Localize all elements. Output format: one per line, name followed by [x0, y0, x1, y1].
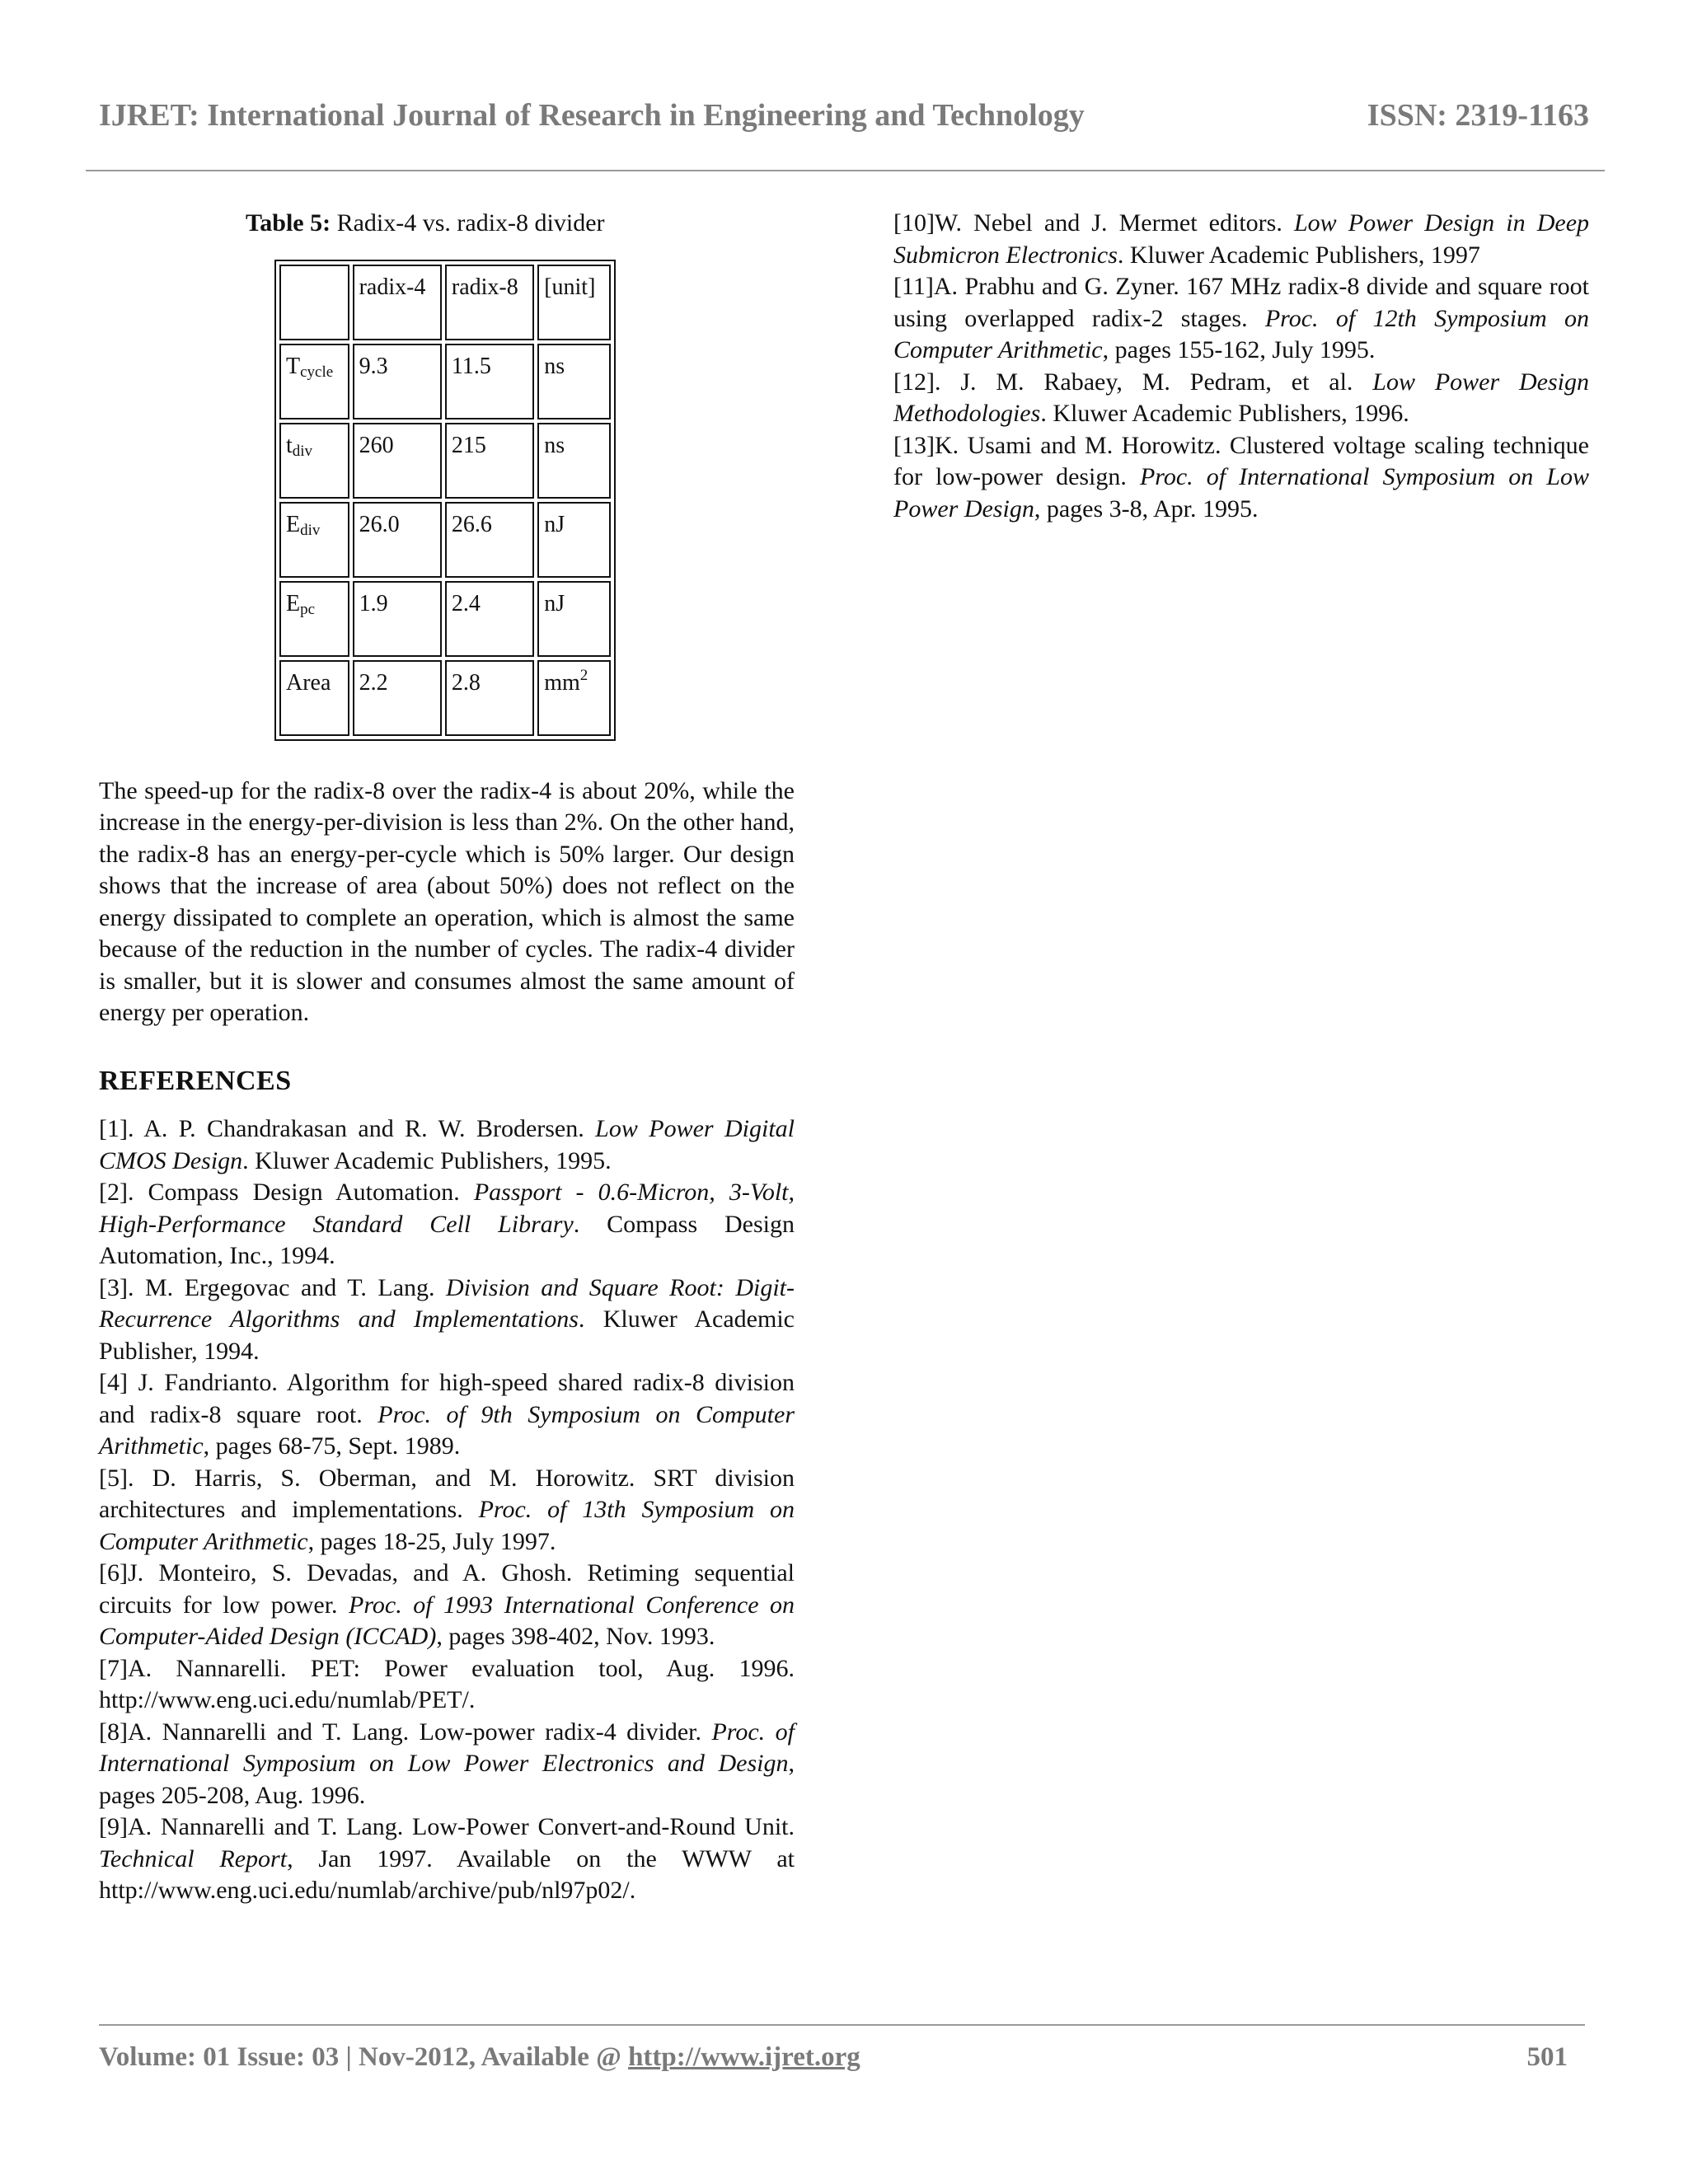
reference-item: [8]A. Nannarelli and T. Lang. Low-power radix-4 divider. Proc. of International Symposium on Low Power Electronics and Design, pages 205-208, Aug. 1996.	[99, 1718, 795, 1809]
radix8-cell: 2.4	[445, 581, 534, 657]
radix4-cell: 9.3	[353, 344, 442, 419]
reference-item: [12]. J. M. Rabaey, M. Pedram, et al. Low Power Design Methodologies. Kluwer Academic Publishers, 1996.	[893, 368, 1589, 427]
subscript: div	[292, 442, 313, 460]
radix8-cell: 26.6	[445, 502, 534, 578]
symbol: T	[286, 353, 301, 379]
header-divider	[86, 170, 1605, 171]
superscript: 2	[579, 666, 588, 684]
table-label: Table 5:	[246, 209, 331, 237]
table-row	[279, 423, 611, 499]
references-heading: REFERENCES	[99, 1065, 292, 1096]
row-label	[279, 344, 349, 419]
table-row	[279, 502, 611, 578]
unit-cell	[537, 581, 611, 657]
table-row	[279, 660, 611, 736]
volume-text: Volume: 01 Issue: 03 | Nov-2012, Available @	[99, 2042, 629, 2072]
unit-cell	[537, 502, 611, 578]
reference-item: [11]A. Prabhu and G. Zyner. 167 MHz radix-8 divide and square root using overlapped radix-2 stages. Proc. of 12th Symposium on Computer Arithmetic, pages 155-162, July 1995.	[893, 273, 1590, 363]
unit: ns	[544, 353, 565, 379]
symbol: t	[286, 432, 293, 458]
symbol: Area	[286, 669, 331, 696]
right-column	[893, 208, 1589, 525]
row-label	[279, 423, 349, 499]
subscript: pc	[300, 600, 316, 618]
table-header-cell: [unit]	[537, 265, 611, 340]
row-label	[279, 502, 349, 578]
radix8-cell: 2.8	[445, 660, 534, 736]
unit: nJ	[544, 511, 565, 537]
journal-title: IJRET: International Journal of Research in Engineering and Technology	[99, 98, 1085, 133]
reference-item: [10]W. Nebel and J. Mermet editors. Low Power Design in Deep Submicron Electronics. Kluwer Academic Publishers, 1997	[893, 209, 1590, 269]
table-wrapper	[274, 260, 616, 741]
body-paragraph: The speed-up for the radix-8 over the radix-4 is about 20%, while the increase in the energy-per-division is less than 2%. On the other hand, the radix-8 has an energy-per-cycle which is 50% larger. Our design shows that the increase of area (about 50%) does not reflect on the energy dissipated to complete an operation, which is almost the same because of the reduction in the number of cycles. The radix-4 divider is smaller, but it is slower and consumes almost the same amount of energy per operation.	[99, 776, 795, 1026]
references-list-right	[893, 208, 1589, 525]
journal-link[interactable]: http://www.ijret.org	[628, 2042, 860, 2072]
reference-item: [3]. M. Ergegovac and T. Lang. Division and Square Root: Digit-Recurrence Algorithms and Implementations. Kluwer Academic Publisher, 1994.	[99, 1273, 795, 1365]
reference-item: [6]J. Monteiro, S. Devadas, and A. Ghosh. Retiming sequential circuits for low power. Proc. of 1993 International Conference on Computer-Aided Design (ICCAD), pages 398-402, Nov. 1993.	[99, 1559, 795, 1650]
row-label	[279, 660, 349, 736]
radix4-cell: 26.0	[353, 502, 442, 578]
left-column	[99, 208, 795, 1907]
unit-cell	[537, 660, 611, 736]
symbol: E	[286, 590, 301, 616]
unit-cell	[537, 344, 611, 419]
symbol: E	[286, 511, 301, 537]
radix8-cell: 215	[445, 423, 534, 499]
page-header	[99, 97, 1589, 134]
issn: ISSN: 2319-1163	[1367, 98, 1589, 133]
radix4-cell: 2.2	[353, 660, 442, 736]
table-row	[279, 344, 611, 419]
unit-cell	[537, 423, 611, 499]
reference-item: [9]A. Nannarelli and T. Lang. Low-Power Convert-and-Round Unit. Technical Report, Jan 1997. Available on the WWW at http://www.eng.uci.edu/numlab/archive/pub/nl97p02/.	[99, 1813, 795, 1904]
table-header-row	[279, 265, 611, 340]
unit: ns	[544, 432, 565, 458]
references-list-left	[99, 1113, 795, 1907]
page-footer	[99, 2042, 1589, 2073]
radix8-cell: 11.5	[445, 344, 534, 419]
reference-item: [1]. A. P. Chandrakasan and R. W. Brodersen. Low Power Digital CMOS Design. Kluwer Academic Publishers, 1995.	[99, 1115, 795, 1174]
footer-volume	[99, 2042, 860, 2073]
table-caption	[99, 208, 795, 240]
row-label	[279, 581, 349, 657]
table-header-cell: radix-4	[353, 265, 442, 340]
footer-divider	[99, 2024, 1585, 2026]
reference-item: [4] J. Fandrianto. Algorithm for high-speed shared radix-8 division and radix-8 square root. Proc. of 9th Symposium on Computer Arithmetic, pages 68-75, Sept. 1989.	[99, 1369, 795, 1460]
table-header-cell	[279, 265, 349, 340]
reference-item: [13]K. Usami and M. Horowitz. Clustered voltage scaling technique for low-power design. Proc. of International Symposium on Low Power Design, pages 3-8, Apr. 1995.	[893, 431, 1589, 523]
unit: nJ	[544, 590, 565, 616]
radix4-cell: 260	[353, 423, 442, 499]
reference-item: [2]. Compass Design Automation. Passport - 0.6-Micron, 3-Volt, High-Performance Standard Cell Library. Compass Design Automation, Inc., 1994.	[99, 1179, 795, 1269]
table-row	[279, 581, 611, 657]
subscript: div	[300, 521, 321, 539]
page-number: 501	[1526, 2042, 1568, 2072]
unit: mm	[544, 669, 580, 696]
table-header-cell: radix-8	[445, 265, 534, 340]
subscript: cycle	[300, 363, 334, 381]
reference-item: [7]A. Nannarelli. PET: Power evaluation tool, Aug. 1996. http://www.eng.uci.edu/numlab/PET/.	[99, 1654, 795, 1713]
reference-item: [5]. D. Harris, S. Oberman, and M. Horowitz. SRT division architectures and implementations. Proc. of 13th Symposium on Computer Arithmetic, pages 18-25, July 1997.	[99, 1464, 795, 1555]
comparison-table	[274, 260, 616, 741]
table-caption-text: Radix-4 vs. radix-8 divider	[336, 209, 605, 237]
radix4-cell: 1.9	[353, 581, 442, 657]
